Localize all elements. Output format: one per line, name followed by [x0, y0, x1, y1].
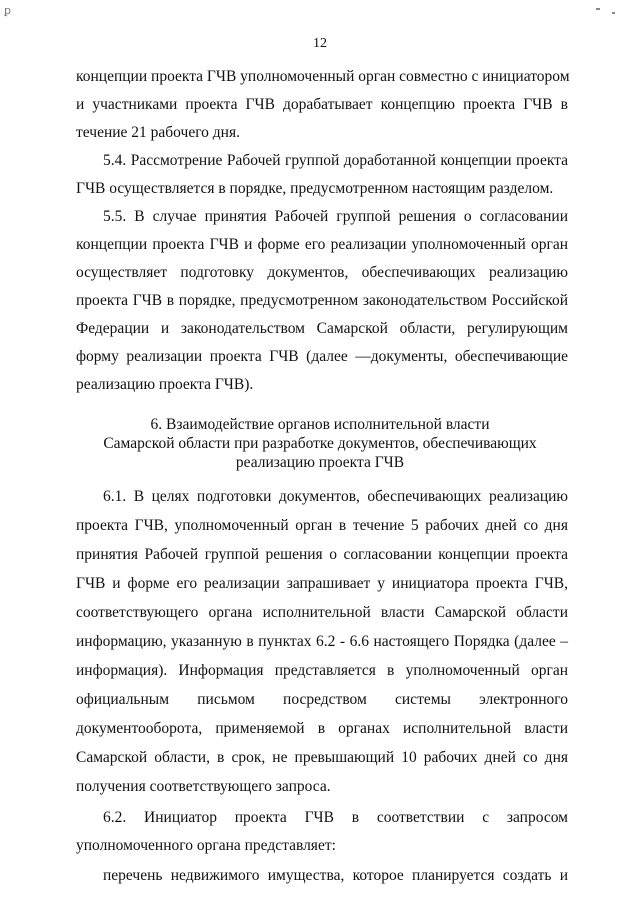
- text-line: осуществляет подготовку документов, обеспечивающих реализацию: [76, 264, 568, 281]
- text-line: информацию, указанную в пунктах 6.2 - 6.6 настоящего Порядка (далее –: [76, 633, 568, 650]
- text-line: 6.2. Инициатор проекта ГЧВ в соответствии с запросом: [103, 809, 568, 826]
- scan-artifact-dash: [612, 12, 615, 14]
- scan-artifact-dash: [596, 8, 600, 10]
- text-line: ГЧВ и форме его реализации запрашивает у инициатора проекта ГЧВ,: [76, 575, 568, 592]
- section-heading: Самарской области при разработке документов, обеспечивающих: [103, 435, 537, 452]
- text-line: и участниками проекта ГЧВ дорабатывает концепцию проекта ГЧВ в: [76, 96, 568, 113]
- page-number: 12: [313, 36, 327, 51]
- text-line: проекта ГЧВ, уполномоченный орган в течение 5 рабочих дней со дня: [76, 517, 568, 534]
- text-line: соответствующего органа исполнительной власти Самарской области: [76, 604, 568, 621]
- scan-artifact-mark: ꝑ: [4, 5, 11, 17]
- text-line: 6.1. В целях подготовки документов, обеспечивающих реализацию: [103, 488, 568, 505]
- text-line: принятия Рабочей группой решения о согласовании концепции проекта: [76, 546, 568, 563]
- text-line: перечень недвижимого имущества, которое планируется создать и: [103, 867, 568, 884]
- text-line: 5.5. В случае принятия Рабочей группой решения о согласовании: [103, 208, 568, 225]
- text-line: уполномоченного органа представляет:: [76, 837, 336, 854]
- text-line: концепции проекта ГЧВ уполномоченный орган совместно с инициатором: [76, 68, 570, 85]
- section-heading: 6. Взаимодействие органов исполнительной власти: [150, 416, 490, 433]
- text-line: течение 21 рабочего дня.: [76, 124, 240, 141]
- text-line: официальным письмом посредством системы электронного: [76, 691, 568, 708]
- text-line: реализацию проекта ГЧВ).: [76, 376, 254, 393]
- text-line: проекта ГЧВ в порядке, предусмотренном законодательством Российской: [76, 292, 568, 309]
- text-line: документооборота, применяемой в органах исполнительной власти: [76, 720, 568, 737]
- text-line: информация). Информация представляется в уполномоченный орган: [76, 662, 568, 679]
- text-line: ГЧВ осуществляется в порядке, предусмотренном настоящим разделом.: [76, 180, 554, 197]
- text-line: 5.4. Рассмотрение Рабочей группой доработанной концепции проекта: [103, 152, 568, 169]
- text-line: Самарской области, в срок, не превышающий 10 рабочих дней со дня: [76, 749, 568, 766]
- text-line: Федерации и законодательством Самарской области, регулирующим: [76, 320, 568, 337]
- text-line: получения соответствующего запроса.: [76, 778, 331, 795]
- text-line: форму реализации проекта ГЧВ (далее —документы, обеспечивающие: [76, 348, 568, 365]
- text-line: концепции проекта ГЧВ и форме его реализации уполномоченный орган: [76, 236, 568, 253]
- section-heading: реализацию проекта ГЧВ: [235, 454, 405, 471]
